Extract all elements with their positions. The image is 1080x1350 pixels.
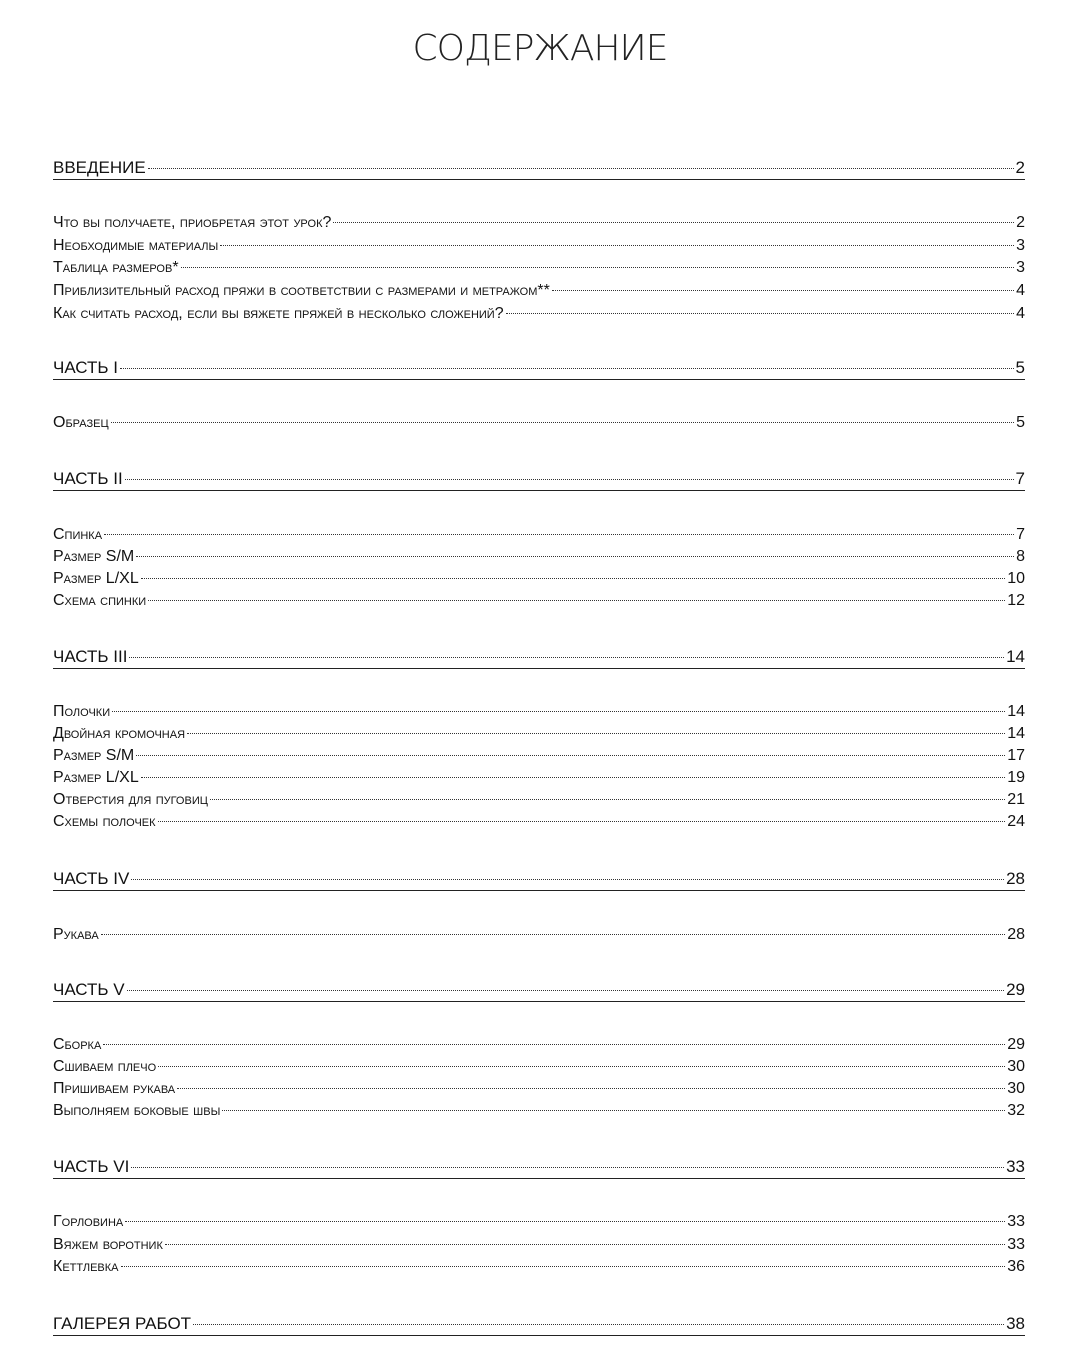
dot-leader bbox=[148, 600, 1005, 601]
page-number: 3 bbox=[1016, 237, 1025, 254]
dot-leader bbox=[129, 657, 1004, 658]
dot-leader bbox=[148, 168, 1014, 169]
dot-leader bbox=[222, 1110, 1005, 1111]
dot-leader bbox=[181, 267, 1015, 268]
page-number: 17 bbox=[1007, 747, 1025, 764]
page-title: СОДЕРЖАНИЕ bbox=[412, 28, 668, 69]
toc-entry-3-3[interactable] bbox=[53, 768, 1025, 788]
page-number: 36 bbox=[1007, 1258, 1025, 1275]
page-number: 4 bbox=[1016, 305, 1025, 322]
toc-section-heading-1[interactable] bbox=[53, 358, 1025, 380]
toc-entry-0-2[interactable] bbox=[53, 258, 1025, 278]
dot-leader bbox=[104, 534, 1014, 535]
entry-label: Вяжем воротник bbox=[53, 1236, 163, 1253]
dot-leader bbox=[177, 1088, 1005, 1089]
entry-label: Сборка bbox=[53, 1036, 102, 1053]
page-number: 7 bbox=[1015, 469, 1025, 488]
page-number: 14 bbox=[1006, 647, 1025, 666]
dot-leader bbox=[552, 290, 1014, 291]
entry-label: Что вы получаете, приобретая этот урок? bbox=[53, 214, 332, 231]
toc-section-heading-7[interactable] bbox=[53, 1314, 1025, 1336]
entry-label: Размер L/XL bbox=[53, 570, 139, 587]
dot-leader bbox=[125, 479, 1014, 480]
toc-entry-0-0[interactable] bbox=[53, 213, 1025, 233]
dot-leader bbox=[120, 368, 1014, 369]
page-number: 30 bbox=[1007, 1058, 1025, 1075]
toc-entry-1-0[interactable] bbox=[53, 413, 1025, 433]
dot-leader bbox=[158, 1066, 1005, 1067]
entry-label: Спинка bbox=[53, 526, 103, 543]
entry-label: Полочки bbox=[53, 703, 111, 720]
section-heading-label: ЧАСТЬ V bbox=[53, 980, 125, 999]
dot-leader bbox=[210, 799, 1005, 800]
page-number: 38 bbox=[1006, 1314, 1025, 1333]
entry-label: Схемы полочек bbox=[53, 813, 156, 830]
page-number: 29 bbox=[1007, 1036, 1025, 1053]
section-heading-label: ЧАСТЬ VI bbox=[53, 1157, 130, 1176]
dot-leader bbox=[131, 879, 1004, 880]
toc-entry-3-1[interactable] bbox=[53, 724, 1025, 744]
dot-leader bbox=[101, 934, 1005, 935]
page-number: 24 bbox=[1007, 813, 1025, 830]
page-number: 33 bbox=[1007, 1213, 1025, 1230]
section-heading-label: ЧАСТЬ III bbox=[53, 647, 128, 666]
dot-leader bbox=[333, 222, 1014, 223]
page-number: 30 bbox=[1007, 1080, 1025, 1097]
dot-leader bbox=[165, 1244, 1005, 1245]
page-number: 19 bbox=[1007, 769, 1025, 786]
page-number: 7 bbox=[1016, 526, 1025, 543]
page-number: 32 bbox=[1007, 1102, 1025, 1119]
toc-entry-3-5[interactable] bbox=[53, 812, 1025, 832]
section-heading-label: ЧАСТЬ IV bbox=[53, 869, 130, 888]
page-number: 2 bbox=[1015, 158, 1025, 177]
toc-entry-5-3[interactable] bbox=[53, 1101, 1025, 1121]
dot-leader bbox=[506, 313, 1014, 314]
entry-label: Горловина bbox=[53, 1213, 124, 1230]
page-number: 3 bbox=[1016, 259, 1025, 276]
toc-entry-3-4[interactable] bbox=[53, 790, 1025, 810]
page-number: 33 bbox=[1007, 1236, 1025, 1253]
dot-leader bbox=[112, 711, 1005, 712]
toc-section-heading-6[interactable] bbox=[53, 1157, 1025, 1179]
page-number: 28 bbox=[1006, 869, 1025, 888]
entry-label: Двойная кромочная bbox=[53, 725, 186, 742]
page-number: 2 bbox=[1016, 214, 1025, 231]
entry-label: Размер S/M bbox=[53, 747, 135, 764]
toc-section-heading-2[interactable] bbox=[53, 469, 1025, 491]
dot-leader bbox=[127, 990, 1004, 991]
page-number: 10 bbox=[1007, 570, 1025, 587]
dot-leader bbox=[136, 556, 1014, 557]
entry-label: Отверстия для пуговиц bbox=[53, 791, 208, 808]
entry-label: Кеттлевка bbox=[53, 1258, 119, 1275]
dot-leader bbox=[158, 821, 1006, 822]
dot-leader bbox=[136, 755, 1005, 756]
dot-leader bbox=[125, 1221, 1005, 1222]
toc-entry-2-1[interactable] bbox=[53, 547, 1025, 567]
toc-section-heading-3[interactable] bbox=[53, 647, 1025, 669]
page-number: 12 bbox=[1007, 592, 1025, 609]
page-number: 33 bbox=[1006, 1157, 1025, 1176]
entry-label: Рукава bbox=[53, 926, 99, 943]
page-number: 29 bbox=[1006, 980, 1025, 999]
toc-section-heading-5[interactable] bbox=[53, 980, 1025, 1002]
page-number: 21 bbox=[1007, 791, 1025, 808]
toc-entry-6-0[interactable] bbox=[53, 1212, 1025, 1232]
section-heading-label: ВВЕДЕНИЕ bbox=[53, 158, 146, 177]
toc-section-heading-0[interactable] bbox=[53, 158, 1025, 180]
entry-label: Приблизительный расход пряжи в соответствии с размерами и метражом** bbox=[53, 282, 550, 299]
toc-entry-6-1[interactable] bbox=[53, 1235, 1025, 1255]
toc-section-heading-4[interactable] bbox=[53, 869, 1025, 891]
entry-label: Схема спинки bbox=[53, 592, 147, 609]
section-heading-label: ГАЛЕРЕЯ РАБОТ bbox=[53, 1314, 192, 1333]
entry-label: Необходимые материалы bbox=[53, 237, 219, 254]
dot-leader bbox=[131, 1167, 1004, 1168]
toc-entry-4-0[interactable] bbox=[53, 925, 1025, 945]
dot-leader bbox=[121, 1266, 1006, 1267]
page-number: 8 bbox=[1016, 548, 1025, 565]
toc-entry-5-0[interactable] bbox=[53, 1035, 1025, 1055]
page-number: 5 bbox=[1015, 358, 1025, 377]
entry-label: Пришиваем рукава bbox=[53, 1080, 176, 1097]
dot-leader bbox=[141, 578, 1005, 579]
toc-entry-2-3[interactable] bbox=[53, 591, 1025, 611]
toc-entry-5-1[interactable] bbox=[53, 1057, 1025, 1077]
toc-entry-2-2[interactable] bbox=[53, 569, 1025, 589]
toc-entry-0-3[interactable] bbox=[53, 281, 1025, 301]
dot-leader bbox=[141, 777, 1005, 778]
entry-label: Размер S/M bbox=[53, 548, 135, 565]
dot-leader bbox=[187, 733, 1005, 734]
dot-leader bbox=[111, 422, 1014, 423]
section-heading-label: ЧАСТЬ II bbox=[53, 469, 123, 488]
page-number: 5 bbox=[1016, 414, 1025, 431]
toc-entry-3-0[interactable] bbox=[53, 702, 1025, 722]
entry-label: Сшиваем плечо bbox=[53, 1058, 157, 1075]
section-heading-label: ЧАСТЬ I bbox=[53, 358, 118, 377]
entry-label: Размер L/XL bbox=[53, 769, 139, 786]
entry-label: Выполняем боковые швы bbox=[53, 1102, 221, 1119]
page-number: 4 bbox=[1016, 282, 1025, 299]
entry-label: Таблица размеров* bbox=[53, 259, 179, 276]
toc-entry-2-0[interactable] bbox=[53, 525, 1025, 545]
toc-entry-0-4[interactable] bbox=[53, 304, 1025, 324]
page-number: 14 bbox=[1007, 703, 1025, 720]
entry-label: Как считать расход, если вы вяжете пряжей в несколько сложений? bbox=[53, 305, 504, 322]
page-number: 28 bbox=[1007, 926, 1025, 943]
dot-leader bbox=[220, 245, 1014, 246]
toc-entry-0-1[interactable] bbox=[53, 236, 1025, 256]
toc-entry-6-2[interactable] bbox=[53, 1257, 1025, 1277]
entry-label: Образец bbox=[53, 414, 109, 431]
toc-entry-5-2[interactable] bbox=[53, 1079, 1025, 1099]
dot-leader bbox=[193, 1324, 1004, 1325]
dot-leader bbox=[103, 1044, 1005, 1045]
page-number: 14 bbox=[1007, 725, 1025, 742]
toc-entry-3-2[interactable] bbox=[53, 746, 1025, 766]
